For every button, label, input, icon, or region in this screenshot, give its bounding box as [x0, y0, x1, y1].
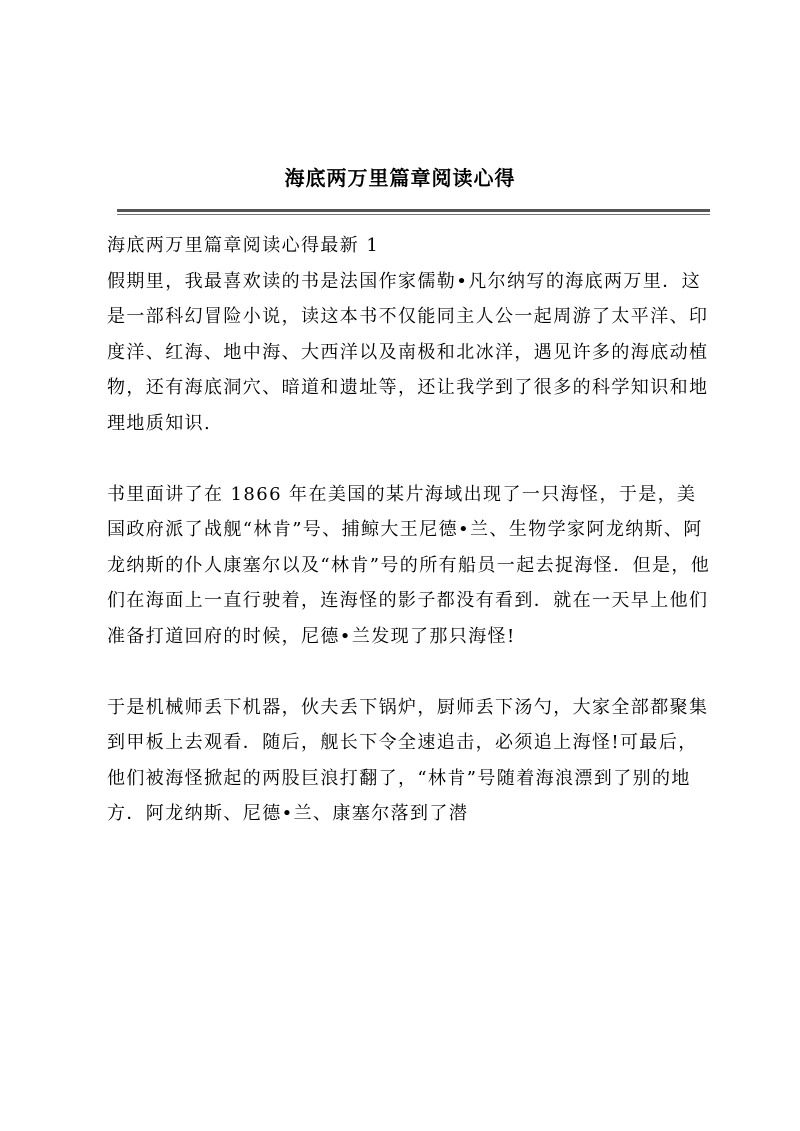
title-divider-thick — [117, 209, 710, 212]
document-title: 海底两万里篇章阅读心得 — [284, 166, 516, 190]
section-heading: 海底两万里篇章阅读心得最新 1 — [107, 235, 380, 256]
paragraph: 假期里，我最喜欢读的书是法国作家儒勒•凡尔纳写的海底两万里．这是一部科幻冒险小说，读这本书不仅能同主人公一起周游了太平洋、印度洋、红海、地中海、大西洋以及南极和北冰洋，遇见许多的海底动植物，还有海底洞穴、暗道和遗址等，还让我学到了很多的科学知识和地理地质知识. — [107, 270, 709, 434]
title-divider-thin — [117, 214, 710, 215]
paragraph: 书里面讲了在 1866 年在美国的某片海域出现了一只海怪，于是，美国政府派了战舰“林肯”号、捕鲸大王尼德•兰、生物学家阿龙纳斯、阿龙纳斯的仆人康塞尔以及“林肯”号的所有船员一起去捉海怪．但是，他们在海面上一直行驶着，连海怪的影子都没有看到．就在一天早上他们准备打道回府的时候，尼德•兰发现了那只海怪! — [107, 483, 711, 647]
paragraph: 于是机械师丢下机器，伙夫丢下锅炉，厨师丢下汤勺，大家全部都聚集到甲板上去观看．随后，舰长下令全速追击，必须追上海怪!可最后，他们被海怪掀起的两股巨浪打翻了，“林肯”号随着海浪漂到了别的地方．阿龙纳斯、尼德•兰、康塞尔落到了潜 — [107, 696, 709, 824]
document-body — [107, 228, 712, 832]
